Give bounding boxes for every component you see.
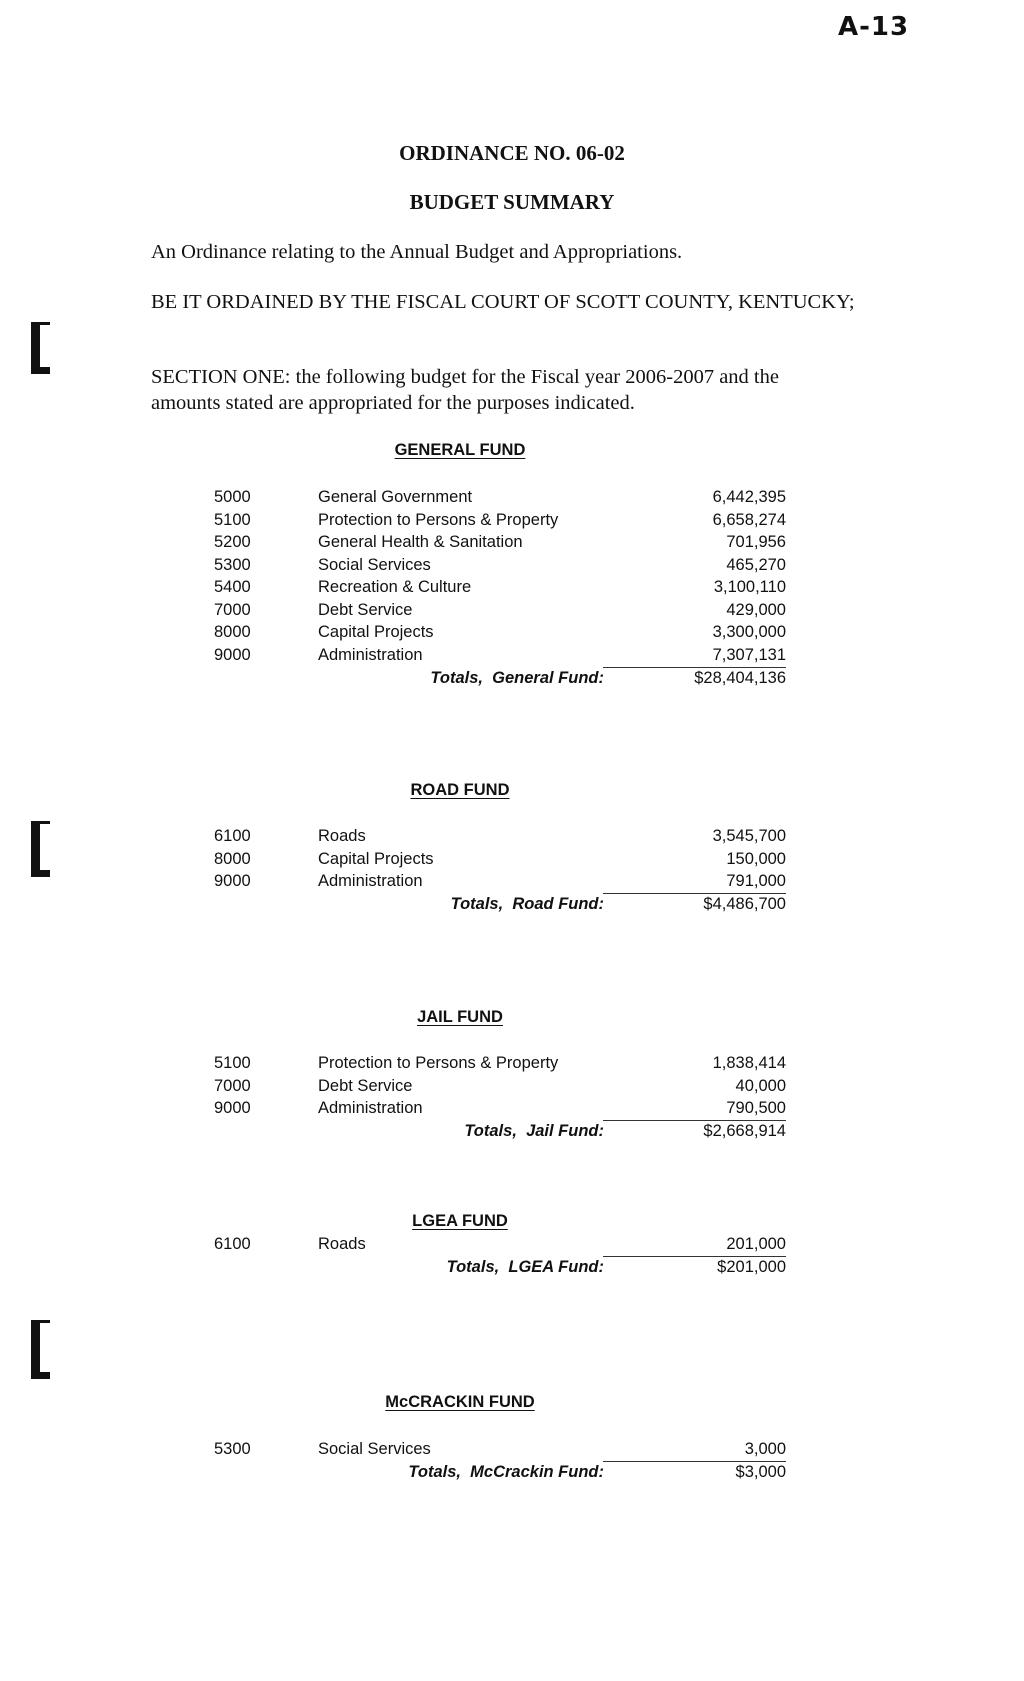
subtotal-rule xyxy=(603,1461,786,1462)
section-one-line-2: amounts stated are appropriated for the purposes indicated. xyxy=(151,392,635,414)
account-description: Protection to Persons & Property xyxy=(318,511,559,529)
table-row xyxy=(0,578,1024,600)
account-amount: 3,100,110 xyxy=(713,578,786,596)
fund-total-row xyxy=(0,1122,1024,1144)
fund-total-label: Totals, LGEA Fund: xyxy=(446,1258,604,1276)
table-row xyxy=(0,850,1024,872)
account-code: 6100 xyxy=(214,827,251,845)
account-amount: 150,000 xyxy=(726,850,786,868)
account-description: Roads xyxy=(318,1235,366,1253)
fund-heading-road: ROAD FUND xyxy=(410,781,510,799)
table-row xyxy=(0,1054,1024,1076)
ordinance-number: ORDINANCE NO. 06-02 xyxy=(399,141,625,165)
account-code: 5000 xyxy=(214,488,251,506)
account-description: Administration xyxy=(318,872,423,890)
account-description: Social Services xyxy=(318,1440,431,1458)
account-code: 9000 xyxy=(214,1099,251,1117)
section-one-text xyxy=(151,364,779,416)
account-description: Administration xyxy=(318,1099,423,1117)
fund-total-amount: $2,668,914 xyxy=(703,1122,786,1140)
account-amount: 429,000 xyxy=(726,601,786,619)
fund-total-label: Totals, General Fund: xyxy=(430,669,604,687)
account-description: General Health & Sanitation xyxy=(318,533,523,551)
account-amount: 201,000 xyxy=(726,1235,786,1253)
table-row xyxy=(0,488,1024,510)
account-description: General Government xyxy=(318,488,473,506)
table-row xyxy=(0,1099,1024,1121)
account-amount: 3,000 xyxy=(744,1440,786,1458)
table-row xyxy=(0,1235,1024,1257)
intro-text: An Ordinance relating to the Annual Budget and Appropriations. xyxy=(151,241,683,263)
account-amount: 7,307,131 xyxy=(712,646,786,664)
section-one-line-1: SECTION ONE: the following budget for the Fiscal year 2006-2007 and the xyxy=(151,366,779,388)
account-description: Administration xyxy=(318,646,423,664)
account-code: 7000 xyxy=(214,1077,251,1095)
fund-heading-jail: JAIL FUND xyxy=(417,1008,503,1026)
account-amount: 40,000 xyxy=(735,1077,786,1095)
account-description: Capital Projects xyxy=(318,623,434,641)
account-amount: 1,838,414 xyxy=(712,1054,786,1072)
account-code: 8000 xyxy=(214,850,251,868)
table-row xyxy=(0,1440,1024,1462)
account-code: 7000 xyxy=(214,601,251,619)
subtotal-rule xyxy=(603,1120,786,1121)
account-description: Protection to Persons & Property xyxy=(318,1054,559,1072)
fund-total-row xyxy=(0,669,1024,691)
account-description: Roads xyxy=(318,827,366,845)
ordained-text: BE IT ORDAINED BY THE FISCAL COURT OF SCOTT COUNTY, KENTUCKY; xyxy=(151,291,855,313)
table-row xyxy=(0,511,1024,533)
table-row xyxy=(0,556,1024,578)
account-code: 5300 xyxy=(214,556,251,574)
account-amount: 6,658,274 xyxy=(712,511,786,529)
document-subtitle: BUDGET SUMMARY xyxy=(409,190,615,214)
account-description: Debt Service xyxy=(318,601,413,619)
account-code: 8000 xyxy=(214,623,251,641)
account-amount: 3,545,700 xyxy=(712,827,786,845)
account-amount: 465,270 xyxy=(726,556,786,574)
fund-total-row xyxy=(0,895,1024,917)
account-code: 6100 xyxy=(214,1235,251,1253)
account-amount: 701,956 xyxy=(726,533,786,551)
account-code: 5200 xyxy=(214,533,251,551)
fund-total-amount: $28,404,136 xyxy=(694,669,786,687)
account-description: Capital Projects xyxy=(318,850,434,868)
fund-total-label: Totals, Road Fund: xyxy=(450,895,604,913)
table-row xyxy=(0,601,1024,623)
account-description: Debt Service xyxy=(318,1077,413,1095)
handwritten-page-mark: A-13 xyxy=(838,12,910,42)
fund-heading-lgea: LGEA FUND xyxy=(412,1212,508,1230)
fund-total-amount: $4,486,700 xyxy=(703,895,786,913)
table-row xyxy=(0,1077,1024,1099)
binder-bracket-mark xyxy=(31,322,50,374)
table-row xyxy=(0,533,1024,555)
fund-total-amount: $201,000 xyxy=(717,1258,786,1276)
table-row xyxy=(0,646,1024,668)
subtotal-rule xyxy=(603,667,786,668)
fund-total-amount: $3,000 xyxy=(735,1463,786,1481)
table-row xyxy=(0,623,1024,645)
account-amount: 790,500 xyxy=(726,1099,786,1117)
account-amount: 791,000 xyxy=(726,872,786,890)
account-description: Social Services xyxy=(318,556,431,574)
account-code: 9000 xyxy=(214,872,251,890)
account-code: 5100 xyxy=(214,511,251,529)
account-amount: 3,300,000 xyxy=(712,623,786,641)
fund-total-row xyxy=(0,1463,1024,1485)
fund-heading-general: GENERAL FUND xyxy=(394,441,526,459)
table-row xyxy=(0,872,1024,894)
binder-bracket-mark xyxy=(31,1320,50,1379)
subtotal-rule xyxy=(603,1256,786,1257)
fund-total-row xyxy=(0,1258,1024,1280)
fund-total-label: Totals, Jail Fund: xyxy=(464,1122,604,1140)
account-code: 5400 xyxy=(214,578,251,596)
account-amount: 6,442,395 xyxy=(712,488,786,506)
account-code: 9000 xyxy=(214,646,251,664)
fund-heading-mccrackin: McCRACKIN FUND xyxy=(385,1393,535,1411)
account-description: Recreation & Culture xyxy=(318,578,472,596)
subtotal-rule xyxy=(603,893,786,894)
table-row xyxy=(0,827,1024,849)
fund-total-label: Totals, McCrackin Fund: xyxy=(408,1463,604,1481)
account-code: 5100 xyxy=(214,1054,251,1072)
account-code: 5300 xyxy=(214,1440,251,1458)
